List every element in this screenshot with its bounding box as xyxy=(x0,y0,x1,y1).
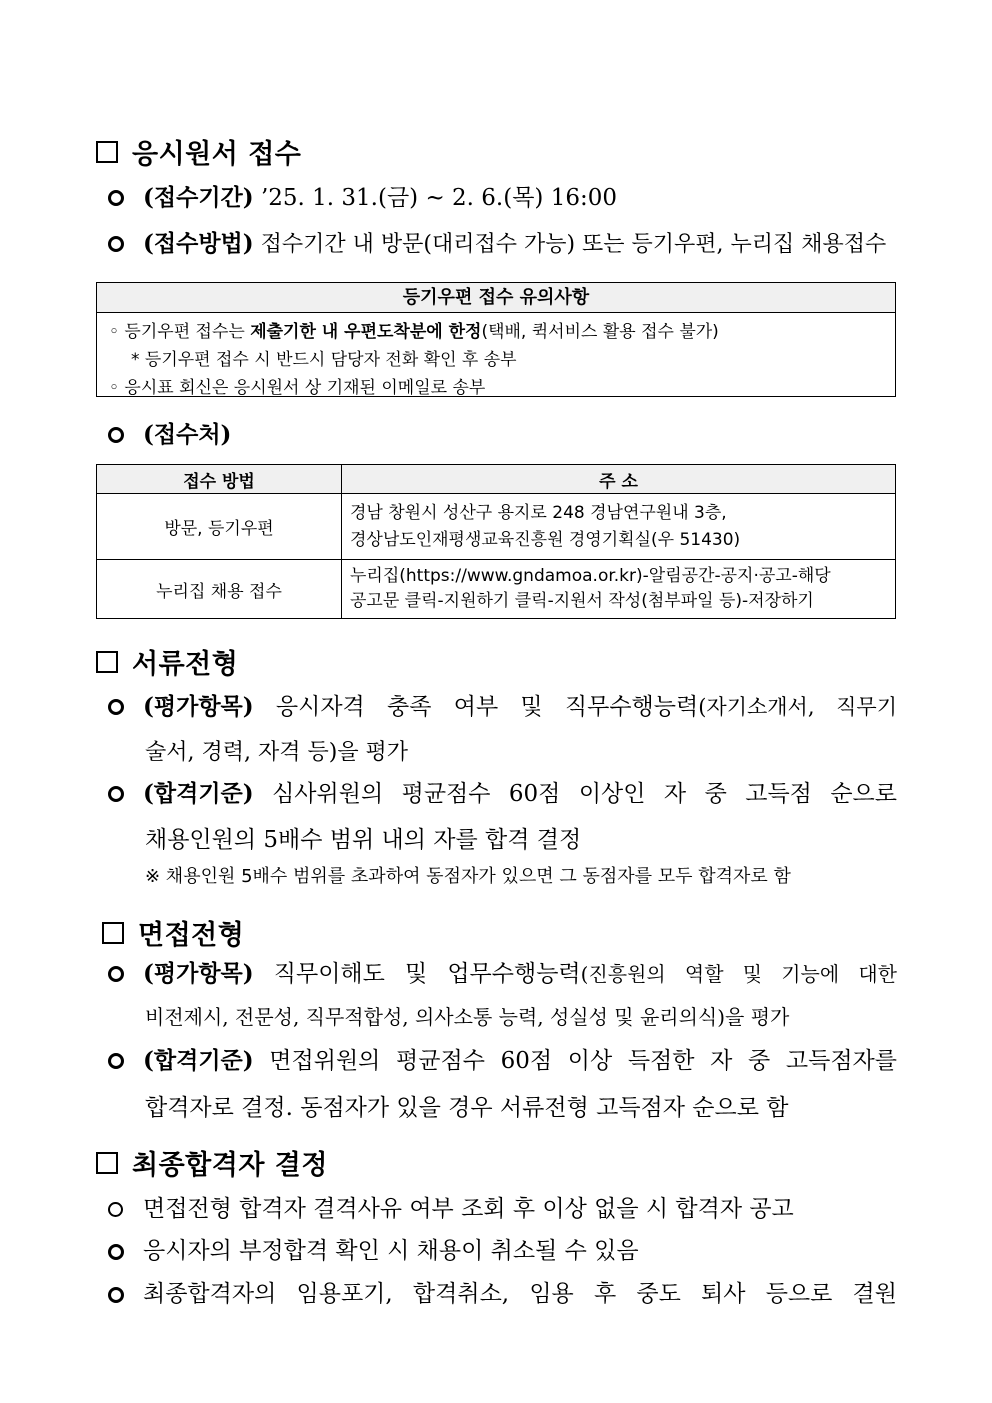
circle-bullet-icon xyxy=(108,966,124,982)
checkbox-square-icon xyxy=(96,651,118,673)
item-text-small: (진흥원의 역할 및 기능에 대한 xyxy=(580,962,897,986)
notice-line-1 xyxy=(109,317,719,342)
circle-bullet-icon xyxy=(108,786,124,802)
section-heading-final xyxy=(96,1143,328,1182)
circle-bullet-icon xyxy=(108,190,124,206)
circle-bullet-icon xyxy=(108,1287,124,1303)
section-heading-interview xyxy=(102,913,244,952)
section-title: 면접전형 xyxy=(138,920,245,951)
table-header: 접수 방법 xyxy=(97,465,342,494)
section-heading-reception xyxy=(96,132,301,171)
address-line: 경상남도인재평생교육진흥원 경영기획실(우 51430) xyxy=(350,529,741,550)
section-heading-document-screening xyxy=(96,642,238,681)
checkbox-square-icon xyxy=(96,1152,118,1174)
circle-bullet-icon xyxy=(108,427,124,443)
document-eval-continuation: 술서, 경력, 자격 등)을 평가 xyxy=(145,740,409,765)
circle-bullet-icon xyxy=(108,1202,123,1217)
item-text: ’25. 1. 31.(금) ~ 2. 6.(목) 16:00 xyxy=(253,185,617,211)
item-text: 심사위원의 평균점수 60점 이상인 자 중 고득점 순으로 xyxy=(253,781,897,807)
checkbox-square-icon xyxy=(102,922,124,944)
item-text: 응시자격 충족 여부 및 직무수행능력 xyxy=(253,694,699,720)
item-label: (합격기준) xyxy=(143,1047,254,1074)
document-pass-continuation: 채용인원의 5배수 범위 내의 자를 합격 결정 xyxy=(145,827,582,853)
table-header: 주 소 xyxy=(342,465,896,494)
circle-bullet-icon xyxy=(108,1053,124,1069)
table-cell-method: 누리집 채용 접수 xyxy=(97,560,342,619)
item-label: (평가항목) xyxy=(143,960,254,987)
table-header-row xyxy=(97,465,896,494)
notice-text: (택배, 퀵서비스 활용 접수 불가) xyxy=(481,322,719,342)
interview-pass-continuation: 합격자로 결정. 동점자가 있을 경우 서류전형 고득점자 순으로 함 xyxy=(145,1095,789,1121)
address-line: 공고문 클릭-지원하기 클릭-지원서 작성(첨부파일 등)-저장하기 xyxy=(350,591,814,611)
notice-line-2: * 등기우편 접수 시 반드시 담당자 전화 확인 후 송부 xyxy=(131,350,517,370)
section-title: 응시원서 접수 xyxy=(132,139,302,170)
item-text: 면접위원의 평균점수 60점 이상 득점한 자 중 고득점자를 xyxy=(253,1048,897,1074)
notice-text: ◦ 등기우편 접수는 xyxy=(109,322,251,342)
interview-eval-continuation: 비전제시, 전문성, 직무적합성, 의사소통 능력, 성실성 및 윤리의식)을 평가 xyxy=(145,1005,790,1029)
table-cell-address xyxy=(342,560,896,619)
address-line: 누리집(https://www.gndamoa.or.kr)-알림공간-공지·공고-해당 xyxy=(350,566,831,586)
circle-bullet-icon xyxy=(108,236,124,252)
reception-address-table xyxy=(96,464,896,619)
circle-bullet-icon xyxy=(108,1244,124,1260)
item-text-small: (자기소개서, 직무기 xyxy=(698,695,897,719)
table-row xyxy=(97,494,896,560)
checkbox-square-icon xyxy=(96,141,118,163)
item-text: 응시자의 부정합격 확인 시 채용이 취소될 수 있음 xyxy=(143,1238,639,1264)
notice-bold-text: 제출기한 내 우편도착분에 한정 xyxy=(250,322,482,342)
table-cell-address xyxy=(342,494,896,560)
notice-line-3: ◦ 응시표 회신은 응시원서 상 기재된 이메일로 송부 xyxy=(109,378,486,398)
item-text: 면접전형 합격자 결격사유 여부 조회 후 이상 없을 시 합격자 공고 xyxy=(143,1196,794,1222)
item-label: (접수기간) xyxy=(143,184,254,211)
section-title: 최종합격자 결정 xyxy=(132,1150,328,1181)
item-label: (합격기준) xyxy=(143,780,254,807)
item-text: 직무이해도 및 업무수행능력 xyxy=(253,961,581,987)
section-title: 서류전형 xyxy=(132,649,239,680)
address-line: 경남 창원시 성산구 용지로 248 경남연구원내 3층, xyxy=(350,502,727,523)
item-text: 최종합격자의 임용포기, 합격취소, 임용 후 중도 퇴사 등으로 결원 xyxy=(143,1281,897,1307)
circle-bullet-icon xyxy=(108,699,124,715)
item-label: (평가항목) xyxy=(143,693,254,720)
table-row xyxy=(97,560,896,619)
item-label: (접수방법) xyxy=(143,230,254,257)
table-cell-method: 방문, 등기우편 xyxy=(97,494,342,560)
registered-mail-notice-box xyxy=(96,282,896,397)
item-text: 접수기간 내 방문(대리접수 가능) 또는 등기우편, 누리집 채용접수 xyxy=(253,232,887,257)
item-label: (접수처) xyxy=(143,421,232,448)
notice-title: 등기우편 접수 유의사항 xyxy=(97,283,895,313)
document-pass-note: ※ 채용인원 5배수 범위를 초과하여 동점자가 있으면 그 동점자를 모두 합격자로 함 xyxy=(145,866,791,887)
